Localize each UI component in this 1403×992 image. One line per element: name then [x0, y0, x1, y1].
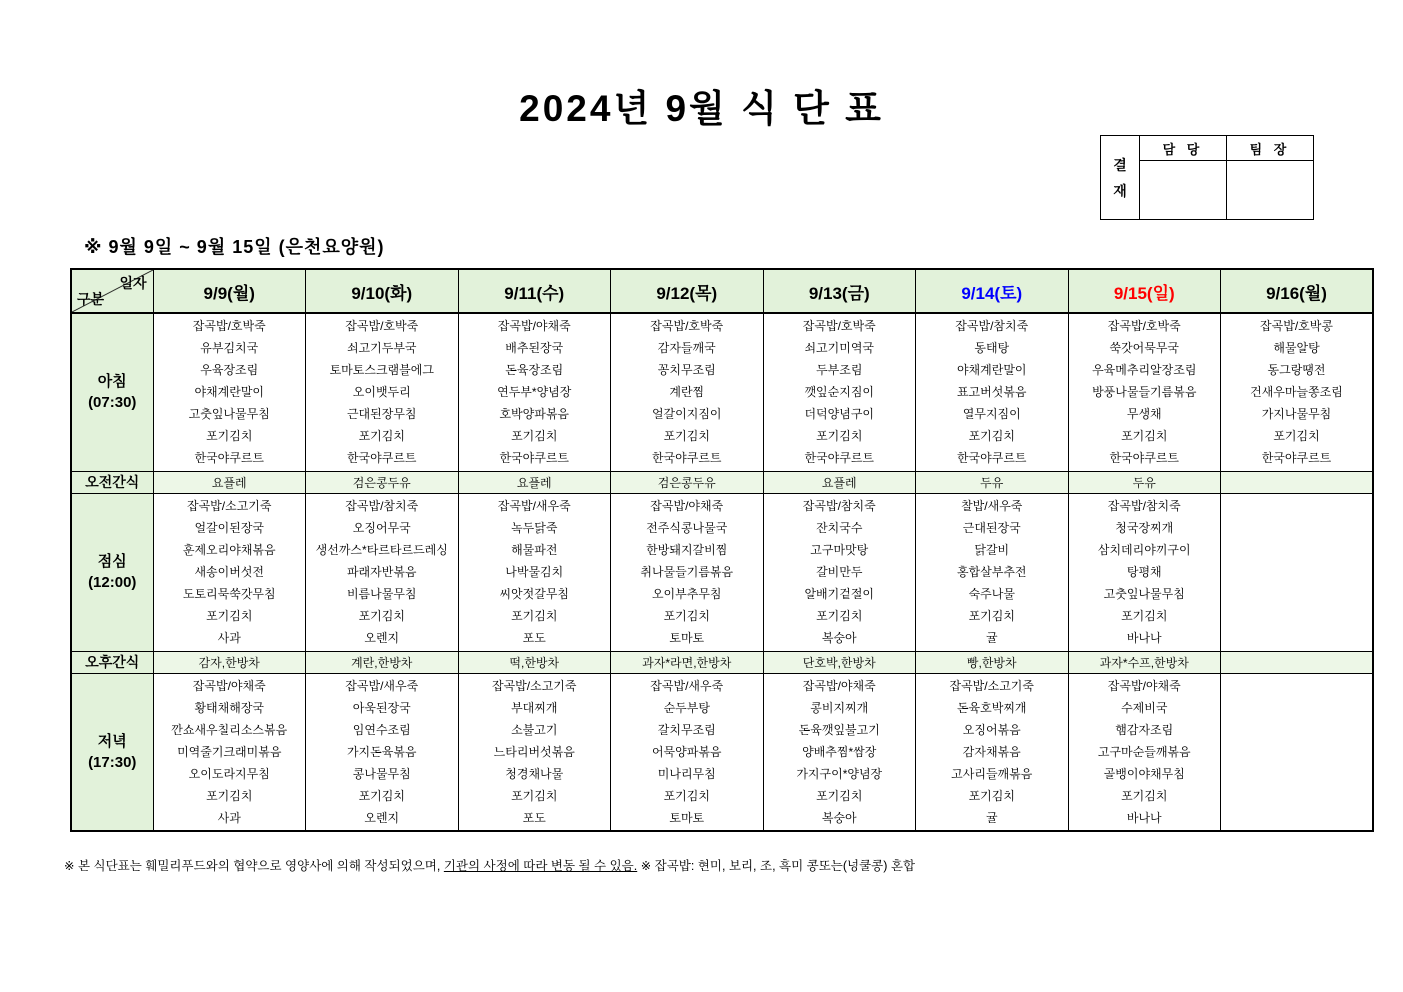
- menu-item: 잡곡밥/소고기죽: [492, 678, 577, 693]
- menu-item: 바나나: [1126, 631, 1162, 645]
- menu-cell-1-5: 두유: [916, 471, 1069, 493]
- menu-item: 우육메추리알장조림: [1092, 363, 1197, 378]
- approval-sign-cell: [1227, 161, 1314, 220]
- menu-item: 비름나물무침: [346, 587, 417, 601]
- menu-item: 잡곡밥/야채죽: [802, 678, 876, 693]
- menu-item: 오렌지: [364, 810, 400, 825]
- menu-item: 잡곡밥/야채죽: [650, 499, 724, 513]
- menu-item: 생선까스*타르타르드레싱: [315, 543, 448, 557]
- menu-cell-4-1: [306, 673, 459, 831]
- menu-item: 취나물들기름볶음: [640, 565, 734, 579]
- menu-item: 귤: [985, 631, 998, 645]
- menu-item: 가지돈육볶음: [346, 744, 417, 759]
- menu-item: 순두부탕: [663, 700, 710, 715]
- menu-item: 감자들깨국: [657, 341, 716, 356]
- menu-cell-4-4: [763, 673, 916, 831]
- menu-item: 포기김치: [358, 429, 405, 444]
- menu-item: 포기김치: [1121, 429, 1168, 444]
- menu-item: 한국야쿠르트: [1261, 451, 1332, 466]
- menu-cell-3-1: 계란,한방차: [306, 651, 459, 673]
- menu-item: 가지나물무침: [1261, 407, 1332, 422]
- approval-section-label: 결재: [1101, 136, 1140, 220]
- menu-item: 포기김치: [358, 788, 405, 803]
- menu-item: 건새우마늘쫑조림: [1250, 385, 1343, 400]
- menu-item: 갈치무조림: [657, 722, 716, 737]
- menu-item: 나박물김치: [505, 565, 564, 579]
- menu-item: 고사리들깨볶음: [951, 766, 1033, 781]
- menu-item: 잡곡밥/참치죽: [802, 499, 876, 513]
- menu-item: 부대찌개: [511, 700, 558, 715]
- menu-item: 콩비지찌개: [810, 700, 869, 715]
- menu-item: 돈육깻잎불고기: [798, 722, 880, 737]
- menu-item: 훈제오리야채볶음: [182, 543, 276, 557]
- menu-item: 오이뱃두리: [352, 385, 411, 400]
- menu-item: 골뱅이야채무침: [1103, 766, 1185, 781]
- menu-item: 고구마순들깨볶음: [1097, 744, 1191, 759]
- menu-item: 호박양파볶음: [499, 407, 570, 422]
- menu-cell-0-2: [458, 313, 611, 471]
- menu-item: 포도: [522, 631, 546, 645]
- menu-item: 포기김치: [1121, 609, 1168, 623]
- menu-item: 포기김치: [968, 429, 1015, 444]
- row-label-text: 저녁: [97, 732, 127, 750]
- menu-item: 아욱된장국: [352, 700, 411, 715]
- row-label-time: (17:30): [88, 753, 137, 771]
- menu-item: 깐쇼새우칠리소스볶음: [171, 722, 288, 737]
- day-header-2: 9/11(수): [458, 269, 611, 313]
- row-label-1: [71, 471, 153, 493]
- menu-item: 해물알탕: [1273, 341, 1320, 356]
- menu-item: 방풍나물들기름볶음: [1092, 385, 1197, 400]
- menu-item: 잡곡밥/참치죽: [955, 319, 1029, 334]
- menu-item: 더덕양념구이: [804, 407, 875, 422]
- menu-item: 포기김치: [358, 609, 405, 623]
- menu-item: 오이부추무침: [651, 587, 722, 601]
- menu-item: 꽁치무조림: [657, 363, 716, 378]
- menu-item: 포기김치: [1273, 429, 1320, 444]
- menu-item: 근대된장국: [962, 521, 1021, 535]
- menu-item: 씨앗젓갈무침: [499, 587, 570, 601]
- menu-item: 삼치데리야끼구이: [1097, 543, 1191, 557]
- menu-item: 표고버섯볶음: [956, 385, 1027, 400]
- menu-item: 오이도라지무침: [188, 766, 270, 781]
- menu-row-3: [71, 651, 1373, 673]
- day-header-5: 9/14(토): [916, 269, 1069, 313]
- menu-cell-1-3: 검은콩두유: [611, 471, 764, 493]
- menu-item: 한방돼지갈비찜: [646, 543, 728, 557]
- menu-item: 토마토: [669, 810, 705, 825]
- menu-item: 잡곡밥/호박죽: [192, 319, 266, 334]
- menu-item: 전주식콩나물국: [646, 521, 728, 535]
- menu-item: 사과: [217, 810, 241, 825]
- week-range-text: ※ 9월 9일 ~ 9월 15일 (은천요양원): [84, 237, 385, 257]
- menu-item: 갈비만두: [816, 565, 863, 579]
- menu-row-0: [71, 313, 1373, 471]
- menu-item: 귤: [985, 810, 998, 825]
- menu-item: 복숭아: [821, 810, 857, 825]
- menu-item: 잡곡밥/호박죽: [650, 319, 724, 334]
- menu-item: 새송이버섯전: [194, 565, 265, 579]
- menu-item: 어묵양파볶음: [651, 744, 722, 759]
- menu-item: 포기김치: [511, 609, 558, 623]
- menu-item: 야채계란말이: [956, 363, 1027, 378]
- menu-cell-0-6: [1068, 313, 1221, 471]
- menu-item: 무생채: [1126, 407, 1162, 422]
- menu-item: 유부김치국: [200, 341, 259, 356]
- menu-item: 야채계란말이: [194, 385, 265, 400]
- menu-item: 오징어볶음: [962, 722, 1021, 737]
- menu-item: 쑥갓어묵무국: [1109, 341, 1180, 356]
- menu-item: 잡곡밥/소고기죽: [949, 678, 1034, 693]
- menu-cell-4-7: [1221, 673, 1374, 831]
- menu-cell-2-3: [611, 493, 764, 651]
- approval-box: [1100, 135, 1314, 220]
- day-header-1: 9/10(화): [306, 269, 459, 313]
- menu-item: 돈육장조림: [505, 363, 564, 378]
- menu-item: 해물파전: [511, 543, 558, 557]
- footnote-part2: ※ 잡곡밥: 현미, 보리, 조, 흑미 콩또는(넝쿨콩) 혼합: [637, 859, 916, 873]
- menu-item: 얼갈이지짐이: [651, 407, 722, 422]
- row-label-text: 점심: [97, 553, 127, 570]
- menu-item: 닭갈비: [974, 543, 1010, 557]
- day-header-3: 9/12(목): [611, 269, 764, 313]
- menu-cell-4-3: [611, 673, 764, 831]
- menu-item: 잡곡밥/참치죽: [1107, 499, 1181, 513]
- menu-item: 한국야쿠르트: [499, 451, 570, 466]
- menu-item: 오렌지: [364, 631, 400, 645]
- menu-item: 수제비국: [1121, 700, 1168, 715]
- menu-item: 배추된장국: [505, 341, 564, 356]
- day-header-4: 9/13(금): [763, 269, 916, 313]
- menu-item: 미나리무침: [657, 766, 716, 781]
- menu-item: 양배추찜*쌈장: [802, 744, 877, 759]
- menu-item: 포기김치: [511, 788, 558, 803]
- menu-cell-2-7: [1221, 493, 1374, 651]
- menu-item: 잡곡밥/새우죽: [345, 678, 419, 693]
- menu-item: 황태채해장국: [194, 700, 265, 715]
- row-label-text: 아침: [97, 373, 127, 391]
- row-label-0: [71, 313, 153, 471]
- menu-item: 포기김치: [968, 609, 1015, 623]
- menu-item: 바나나: [1126, 810, 1162, 825]
- menu-item: 파래자반볶음: [346, 565, 417, 579]
- menu-item: 한국야쿠르트: [651, 451, 722, 466]
- menu-item: 소불고기: [511, 722, 558, 737]
- menu-item: 얼갈이된장국: [194, 521, 265, 535]
- menu-cell-1-6: 두유: [1068, 471, 1221, 493]
- menu-cell-2-4: [763, 493, 916, 651]
- menu-item: 연두부*양념장: [497, 385, 572, 400]
- menu-item: 포기김치: [206, 788, 253, 803]
- menu-cell-3-0: 감자,한방차: [153, 651, 306, 673]
- menu-item: 계란찜: [669, 385, 705, 400]
- menu-item: 두부조림: [816, 363, 863, 378]
- row-label-time: (07:30): [88, 394, 137, 412]
- corner-category-label: 구분: [77, 291, 105, 307]
- menu-cell-0-1: [306, 313, 459, 471]
- menu-item: 한국야쿠르트: [804, 451, 875, 466]
- week-range-subtitle: [84, 233, 385, 259]
- menu-item: 포기김치: [1121, 788, 1168, 803]
- corner-date-label: 일자: [119, 275, 147, 291]
- menu-item: 포기김치: [663, 788, 710, 803]
- menu-item: 포기김치: [816, 788, 863, 803]
- menu-item: 한국야쿠르트: [346, 451, 417, 466]
- page-title: 2024년 9월 식 단 표: [519, 88, 884, 129]
- menu-item: 잡곡밥/야채죽: [1107, 678, 1181, 693]
- menu-cell-3-3: 과자*라면,한방차: [611, 651, 764, 673]
- menu-item: 홍합살부추전: [956, 565, 1027, 579]
- menu-item: 고구마맛탕: [810, 543, 869, 557]
- menu-item: 임연수조림: [352, 722, 411, 737]
- menu-cell-1-4: 요플레: [763, 471, 916, 493]
- menu-item: 잡곡밥/호박콩: [1260, 319, 1333, 334]
- menu-cell-1-1: 검은콩두유: [306, 471, 459, 493]
- menu-cell-3-2: 떡,한방차: [458, 651, 611, 673]
- menu-cell-3-6: 과자*수프,한방차: [1068, 651, 1221, 673]
- menu-cell-0-0: [153, 313, 306, 471]
- menu-item: 쇠고기미역국: [804, 341, 875, 356]
- footnote-part1: ※ 본 식단표는 훼밀리푸드와의 협약으로 영양사에 의해 작성되었으며,: [64, 859, 444, 873]
- menu-item: 알배기겉절이: [804, 587, 875, 601]
- menu-item: 포기김치: [968, 788, 1015, 803]
- menu-item: 우육장조림: [200, 363, 259, 378]
- menu-row-1: [71, 471, 1373, 493]
- menu-cell-4-2: [458, 673, 611, 831]
- menu-cell-4-6: [1068, 673, 1221, 831]
- menu-row-4: [71, 673, 1373, 831]
- menu-item: 미역줄기크래미볶음: [177, 744, 282, 759]
- menu-item: 토마토: [669, 631, 705, 645]
- menu-item: 쇠고기두부국: [346, 341, 417, 356]
- menu-item: 포기김치: [663, 429, 710, 444]
- menu-item: 잔치국수: [816, 521, 863, 535]
- menu-item: 청국장찌개: [1115, 521, 1174, 535]
- menu-item: 한국야쿠르트: [194, 451, 265, 466]
- menu-item: 포기김치: [663, 609, 710, 623]
- menu-cell-0-4: [763, 313, 916, 471]
- menu-cell-3-4: 단호박,한방차: [763, 651, 916, 673]
- menu-cell-2-5: [916, 493, 1069, 651]
- menu-item: 포기김치: [816, 609, 863, 623]
- menu-item: 고춧잎나물무침: [1103, 587, 1185, 601]
- menu-item: 토마토스크램블에그: [329, 363, 434, 378]
- menu-cell-1-0: 요플레: [153, 471, 306, 493]
- row-label-2: [71, 493, 153, 651]
- menu-item: 녹두닭죽: [511, 521, 558, 535]
- menu-item: 잡곡밥/호박죽: [802, 319, 876, 334]
- footnote-underlined: 기관의 사정에 따라 변동 될 수 있음.: [443, 859, 638, 873]
- menu-item: 고춧잎나물무침: [188, 407, 270, 422]
- menu-item: 포기김치: [206, 609, 253, 623]
- menu-item: 감자채볶음: [962, 744, 1021, 759]
- menu-item: 잡곡밥/호박죽: [345, 319, 419, 334]
- menu-item: 포기김치: [206, 429, 253, 444]
- menu-cell-4-0: [153, 673, 306, 831]
- menu-item: 잡곡밥/새우죽: [497, 499, 571, 513]
- day-header-row: [71, 269, 1373, 313]
- menu-item: 잡곡밥/야채죽: [192, 678, 266, 693]
- row-label-3: [71, 651, 153, 673]
- menu-cell-1-7: [1221, 471, 1374, 493]
- menu-item: 열무지짐이: [962, 407, 1021, 422]
- menu-item: 잡곡밥/소고기죽: [187, 499, 272, 513]
- menu-item: 숙주나물: [968, 587, 1015, 601]
- approval-col-timjang: 팀 장: [1227, 136, 1314, 161]
- menu-cell-0-5: [916, 313, 1069, 471]
- menu-cell-1-2: 요플레: [458, 471, 611, 493]
- menu-item: 가지구이*양념장: [796, 766, 883, 781]
- menu-item: 사과: [217, 631, 241, 645]
- menu-cell-0-3: [611, 313, 764, 471]
- menu-item: 콩나물무침: [352, 766, 411, 781]
- menu-item: 도토리묵쑥갓무침: [182, 587, 276, 601]
- menu-item: 잡곡밥/새우죽: [650, 678, 724, 693]
- menu-item: 한국야쿠르트: [956, 451, 1027, 466]
- approval-col-damdang: 담 당: [1140, 136, 1227, 161]
- menu-item: 동태탕: [974, 341, 1010, 356]
- menu-item: 포도: [522, 810, 546, 825]
- menu-item: 포기김치: [816, 429, 863, 444]
- menu-item: 한국야쿠르트: [1109, 451, 1180, 466]
- row-label-text: 오후간식: [85, 653, 140, 670]
- day-header-0: 9/9(월): [153, 269, 306, 313]
- menu-item: 잡곡밥/참치죽: [345, 499, 419, 513]
- menu-item: 동그랑땡전: [1267, 363, 1326, 378]
- menu-cell-3-7: [1221, 651, 1374, 673]
- menu-cell-2-1: [306, 493, 459, 651]
- approval-sign-cell: [1140, 161, 1227, 220]
- menu-item: 찰밥/새우죽: [961, 499, 1023, 513]
- menu-item: 돈육호박찌개: [956, 700, 1027, 715]
- menu-cell-3-5: 빵,한방차: [916, 651, 1069, 673]
- row-label-4: [71, 673, 153, 831]
- menu-cell-4-5: [916, 673, 1069, 831]
- menu-item: 탕평채: [1126, 565, 1162, 579]
- menu-row-2: [71, 493, 1373, 651]
- menu-item: 느타리버섯볶음: [493, 744, 575, 759]
- menu-cell-2-2: [458, 493, 611, 651]
- menu-item: 햄감자조림: [1115, 722, 1174, 737]
- footnote: [64, 856, 915, 874]
- day-header-6: 9/15(일): [1068, 269, 1221, 313]
- menu-item: 포기김치: [511, 429, 558, 444]
- menu-item: 깻잎순지짐이: [804, 385, 875, 400]
- corner-cell: [71, 269, 153, 313]
- menu-item: 잡곡밥/호박죽: [1107, 319, 1181, 334]
- menu-cell-2-6: [1068, 493, 1221, 651]
- menu-item: 오징어무국: [352, 521, 411, 535]
- menu-cell-2-0: [153, 493, 306, 651]
- row-label-text: 오전간식: [85, 473, 140, 490]
- menu-item: 청경채나물: [505, 766, 564, 781]
- menu-item: 근대된장무침: [346, 407, 417, 422]
- day-header-7: 9/16(월): [1221, 269, 1374, 313]
- menu-cell-0-7: [1221, 313, 1374, 471]
- meal-plan-table: [70, 268, 1374, 832]
- menu-item: 잡곡밥/야채죽: [497, 319, 571, 334]
- row-label-time: (12:00): [88, 574, 137, 591]
- menu-item: 복숭아: [821, 631, 857, 645]
